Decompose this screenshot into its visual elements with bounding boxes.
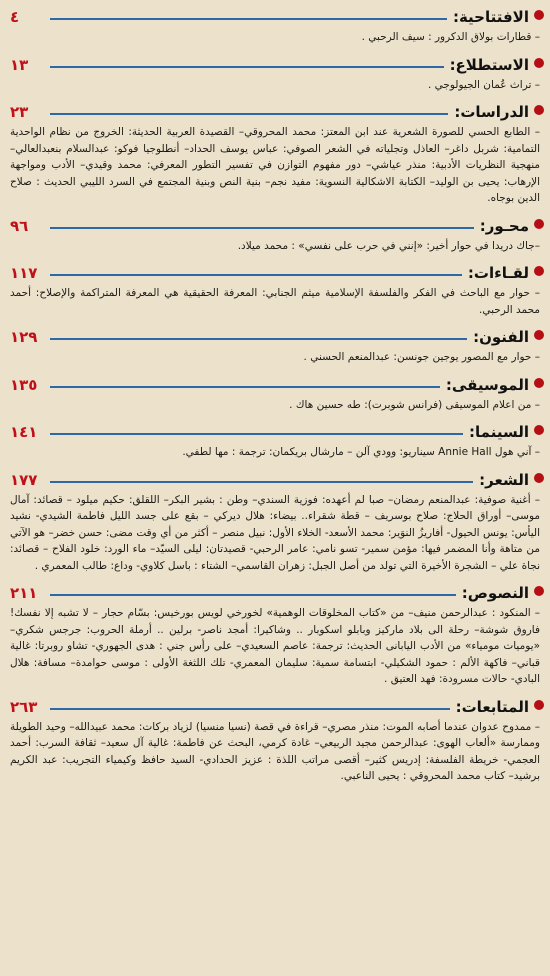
section-entries: [10, 29, 544, 46]
section-page-number: ٢٣: [10, 103, 29, 121]
section-entries: [10, 444, 544, 461]
section-page-number: ٢١١: [10, 584, 38, 602]
section-header: [10, 417, 544, 441]
section-header: [10, 50, 544, 74]
section-page-number: ١١٧: [10, 264, 38, 282]
section-rule: [50, 481, 473, 483]
bullet-dot-icon: [534, 473, 544, 483]
toc-section: [10, 2, 544, 50]
toc-section: [10, 370, 544, 418]
section-title: الفنون:: [473, 328, 529, 346]
section-header: [10, 258, 544, 282]
entry-text: – حوار مع المصور يوجين جونسن: عبدالمنعم الحسني .: [303, 351, 540, 363]
section-rule: [50, 708, 450, 710]
section-title: محـور:: [479, 216, 529, 235]
section-entries: [10, 238, 544, 255]
bullet-dot-icon: [534, 586, 544, 596]
bullet-dot-icon: [534, 425, 544, 435]
section-entries: [10, 492, 544, 575]
section-page-number: ١٣٥: [10, 375, 38, 394]
section-rule: [50, 338, 467, 340]
section-title: الدراسات:: [454, 103, 529, 121]
section-rule: [50, 594, 456, 596]
section-title: الشعر:: [479, 470, 529, 489]
section-header: [10, 211, 544, 235]
section-page-number: ١٢٩: [10, 328, 38, 346]
toc-section: [10, 97, 544, 211]
bullet-dot-icon: [534, 105, 544, 115]
bullet-dot-icon: [534, 378, 544, 388]
section-entries: [10, 349, 544, 366]
entry-text: – حوار مع الباحث في الفكر والفلسفة الإسلامية ميثم الجنابي: المعرفة الحقيقية هي المعرفة المتراكمة والإصلاح: أحمد محمد الرحبي.: [10, 287, 540, 316]
section-title: السينما:: [469, 423, 529, 441]
bullet-dot-icon: [534, 266, 544, 276]
section-rule: [50, 227, 474, 229]
section-title: الافتتاحية:: [452, 8, 529, 26]
toc-section: [10, 465, 544, 579]
section-page-number: ١٤١: [10, 423, 38, 441]
section-rule: [50, 66, 444, 68]
section-page-number: ١٧٧: [10, 470, 38, 489]
bullet-dot-icon: [534, 58, 544, 68]
entry-text: – ممدوح عدوان عندما أصابه الموت: منذر مصري– قراءة في قصة (نسيا منسيا) لزياد بركات: محمد عبيدالله– وحيد الطويلة وممارسة «ألعاب الهوى: عبدالرحمن مجيد الربيعي– غادة كرمي، البحث عن فاطمة: غالية آل سعيد– ثقافة السرب: أحمد العجمي- خريطة الفلسفة: إدريس كثير– أقصى مراتب اللذة : عزيز الحدادي- السيد حافظ وكيمياء التجريب: عبد الكريم برشيد– كتاب محمد المحروقي : يحيى الناعبي.: [10, 720, 540, 782]
toc-section: [10, 211, 544, 259]
section-page-number: ٢٦٣: [10, 697, 38, 716]
section-header: [10, 322, 544, 346]
section-rule: [50, 433, 463, 435]
section-title: النصوص:: [461, 584, 529, 602]
entry-text: – آني هول Annie Hall سيناريو: وودي آلن – مارشال بريكمان: ترجمة : مها لطفي.: [182, 446, 540, 458]
section-header: [10, 692, 544, 716]
entry-text: – أغنية صوفية: عبدالمنعم رمضان– صبا لم أعهده: فوزية السندي– وطن : بشير البكر– اللقلق: حكيم ميلود – قصائد: آمال موسى– أوراق الحلاج: صلاح بوسريف – قطة شقراء.. بيضاء: هلال ديركي – بقع على جسد الليل فاطمة الشيدي- نشيد اليأس: يونس الحيول- أفاريزُ النوَير: محمد الأسعد- الخلاء الأول: نبيل منصر – أكثر من أي وقت مضى: حسن خضر– هو الآتي من متاهة وأنا المضمر فيها: مؤمن سمير- تسو نامي: عامر الرحبي- قصيدتان: ليلى السيّد– ماء الورد: خلود الفلاح – قصائد: نجاة علي – الشجرة الأخيرة التي تولد من أصل الجبل: زهران القاسمي– الشتاء : باسل كلاوي- وداع: طالب المعمري .: [10, 493, 540, 572]
section-header: [10, 97, 544, 121]
toc-list: [10, 2, 544, 789]
section-header: [10, 370, 544, 394]
section-title: الاستطلاع:: [449, 55, 529, 74]
section-entries: [10, 77, 544, 94]
section-page-number: ١٣: [10, 55, 29, 74]
entry-text: – الطابع الحسي للصورة الشعرية عند ابن المعتز: محمد المحروقي– القصيدة العربية الحديثة: الخروج من نظام الواحدية التمامية: شربل داغر– العاذل وتجلياته في الشعر الصوفي: عباس يوسف الحداد– أنطلوجيا فوكو: عبدالسلام بنعبدالعالي– منهجية النظريات الأدبية: منذر عياشي– دور مفهوم التوازن في تفسير التطور المعرفي: محمد وقيدي– الأدب ومواجهة الإرهاب: يحيى بن الوليد– الكتابة الاشكالية النسوية: مفيد نجم– بنية النص وبنية المجتمع في السرد الليبي الحديث : صلاح الدين بوجاه.: [10, 126, 540, 204]
toc-section: [10, 417, 544, 465]
section-header: [10, 2, 544, 26]
section-entries: [10, 285, 544, 318]
entry-text: – المنكود : عبدالرحمن منيف– من «كتاب المخلوقات الوهمية» لخورخي لويس بورخيس: بسّام حجار – لا تشبه إلا نفسك! فاروق شوشة– رحلة الى بلاد ماركيز وبابلو اسكوبار .. وشاكيرا: أمجد ناصر- برلين .. أرملة الحروب: جرجس شكري– «يوميات مومياء» من الأدب اليابانى الحديث: ترجمة: عاصم السعيدي– على رأس جني : هدى الجهوري- تشاو روبرتا: غالية قباني– فاكهة الألم : حمود الشكيلي- ابتسامة سمية: سليمان المعمري- تلك اللثغة الأولى : موسى حوامدة– مسافة: هلال البادي- حالات مسرودة: فهد العتيق .: [10, 607, 540, 685]
section-rule: [50, 274, 462, 276]
section-entries: [10, 124, 544, 207]
section-header: [10, 465, 544, 489]
section-header: [10, 578, 544, 602]
section-title: الموسيقى:: [445, 375, 529, 394]
section-rule: [50, 113, 448, 115]
section-title: المتابعات:: [455, 697, 529, 716]
section-gap: [10, 785, 544, 789]
entry-text: – قطارات بولاق الدكرور : سيف الرحبي .: [361, 31, 540, 43]
section-entries: [10, 397, 544, 414]
section-title: لقـاءات:: [467, 264, 529, 282]
toc-section: [10, 692, 544, 789]
toc-section: [10, 322, 544, 370]
bullet-dot-icon: [534, 330, 544, 340]
bullet-dot-icon: [534, 219, 544, 229]
entry-text: – تراث عُمان الجيولوجي .: [427, 78, 540, 91]
entry-text: – من اعلام الموسيقى (فرانس شوبرت): طه حسين هاك .: [289, 398, 540, 411]
toc-section: [10, 258, 544, 322]
bullet-dot-icon: [534, 10, 544, 20]
section-page-number: ٩٦: [10, 216, 29, 235]
section-rule: [50, 386, 440, 388]
toc-section: [10, 50, 544, 98]
entry-text: –جاك دريدا في حوار أخير: «إنني في حرب على نفسي» : محمد ميلاد.: [237, 239, 540, 252]
section-entries: [10, 605, 544, 688]
bullet-dot-icon: [534, 700, 544, 710]
section-rule: [50, 18, 447, 20]
toc-section: [10, 578, 544, 692]
section-entries: [10, 719, 544, 785]
section-page-number: ٤: [10, 8, 20, 26]
